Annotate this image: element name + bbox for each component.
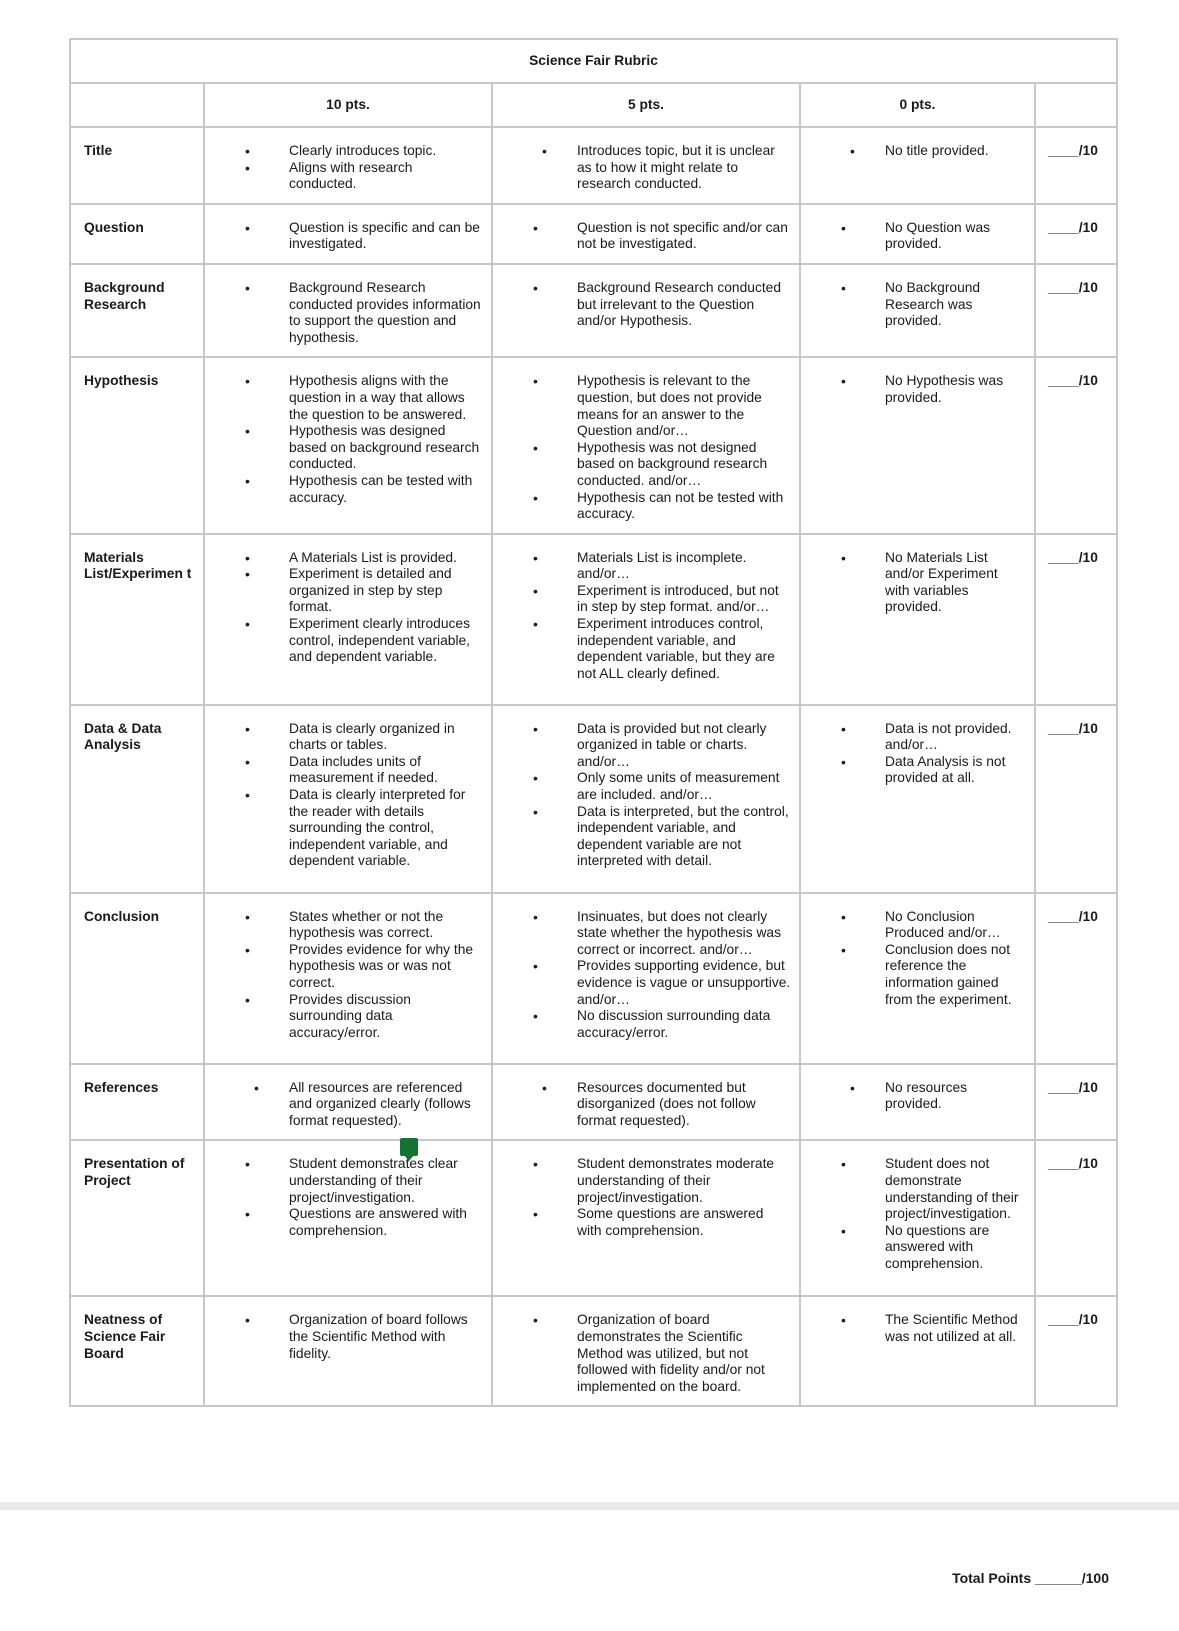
criterion-label: Question [70, 204, 204, 264]
criteria-ten-pts [204, 1296, 492, 1406]
score-blank[interactable]: ____/10 [1048, 1079, 1098, 1095]
list-item: • Experiment is detailed and organized in step by step format. [205, 566, 483, 616]
header-10-pts: 10 pts. [204, 83, 492, 127]
five-list [493, 721, 791, 870]
header-row [70, 83, 1117, 127]
list-item: • Organization of board follows the Scientific Method with fidelity. [205, 1312, 483, 1362]
list-item: • Experiment is introduced, but not in step by step format. and/or… [493, 583, 791, 616]
criteria-five-pts [492, 1296, 800, 1406]
list-item: • No questions are answered with comprehension. [801, 1223, 1026, 1273]
criteria-ten-pts [204, 204, 492, 264]
score-blank[interactable]: ____/10 [1048, 219, 1098, 235]
list-item: • Aligns with research conducted. [205, 160, 483, 193]
list-item: • Data is clearly organized in charts or tables. [205, 721, 483, 754]
list-item: • Clearly introduces topic. [205, 143, 483, 160]
rubric-table [69, 38, 1118, 1407]
list-item: • No Background Research was provided. [801, 280, 1026, 330]
ten-list [205, 220, 483, 253]
zero-list [801, 721, 1026, 787]
criteria-five-pts [492, 204, 800, 264]
criteria-five-pts [492, 127, 800, 204]
list-item: • Background Research conducted but irrelevant to the Question and/or Hypothesis. [493, 280, 791, 330]
criteria-ten-pts [204, 893, 492, 1064]
criteria-zero-pts [800, 204, 1035, 264]
ten-list [205, 721, 483, 870]
header-0-pts: 0 pts. [800, 83, 1035, 127]
criteria-five-pts [492, 534, 800, 705]
score-cell [1035, 357, 1117, 533]
header-5-pts: 5 pts. [492, 83, 800, 127]
ten-list [205, 909, 483, 1042]
list-item: • Questions are answered with comprehension. [205, 1206, 483, 1239]
table-row [70, 893, 1117, 1064]
table-row [70, 1296, 1117, 1406]
list-item: • The Scientific Method was not utilized at all. [801, 1312, 1026, 1345]
list-item: • Only some units of measurement are included. and/or… [493, 770, 791, 803]
score-blank[interactable]: ____/10 [1048, 1312, 1098, 1328]
rubric-title: Science Fair Rubric [70, 39, 1117, 83]
comment-icon[interactable] [400, 1138, 418, 1156]
list-item: • No discussion surrounding data accuracy/error. [493, 1008, 791, 1041]
ten-list [205, 1080, 483, 1130]
criteria-five-pts [492, 264, 800, 357]
criteria-ten-pts [204, 1064, 492, 1141]
table-row [70, 534, 1117, 705]
five-list [493, 909, 791, 1042]
score-blank[interactable]: ____/10 [1048, 373, 1098, 389]
table-row [70, 1064, 1117, 1141]
list-item: • Provides discussion surrounding data accuracy/error. [205, 992, 483, 1042]
score-blank[interactable]: ____/10 [1048, 279, 1098, 295]
list-item: • Student demonstrates moderate understanding of their project/investigation. [493, 1156, 791, 1206]
list-item: • Hypothesis was designed based on background research conducted. [205, 423, 483, 473]
table-row [70, 705, 1117, 893]
list-item: • No title provided. [801, 143, 1026, 160]
list-item: • Data is interpreted, but the control, independent variable, and dependent variable are not interpreted with detail. [493, 804, 791, 870]
criteria-zero-pts [800, 264, 1035, 357]
criterion-label: Data & Data Analysis [70, 705, 204, 893]
score-cell [1035, 534, 1117, 705]
list-item: • Background Research conducted provides information to support the question and hypothesis. [205, 280, 483, 346]
list-item: • No Conclusion Produced and/or… [801, 909, 1026, 942]
score-blank[interactable]: ____/10 [1048, 1156, 1098, 1172]
criteria-zero-pts [800, 534, 1035, 705]
zero-list [801, 550, 1026, 616]
header-score [1035, 83, 1117, 127]
list-item: • No Materials List and/or Experiment with variables provided. [801, 550, 1026, 616]
list-item: • Data includes units of measurement if needed. [205, 754, 483, 787]
list-item: • All resources are referenced and organized clearly (follows format requested). [205, 1080, 483, 1130]
list-item: • Student demonstrates clear understanding of their project/investigation. [205, 1156, 483, 1206]
criteria-ten-pts [204, 705, 492, 893]
score-cell [1035, 1064, 1117, 1141]
list-item: • Data is not provided. and/or… [801, 721, 1026, 754]
criterion-label: References [70, 1064, 204, 1141]
criterion-label: Conclusion [70, 893, 204, 1064]
criterion-label: Neatness of Science Fair Board [70, 1296, 204, 1406]
table-row [70, 357, 1117, 533]
list-item: • Conclusion does not reference the information gained from the experiment. [801, 942, 1026, 1008]
criteria-zero-pts [800, 705, 1035, 893]
list-item: • No resources provided. [801, 1080, 1026, 1113]
criteria-ten-pts [204, 357, 492, 533]
score-cell [1035, 893, 1117, 1064]
page-break [0, 1502, 1179, 1510]
list-item: • Organization of board demonstrates the Scientific Method was utilized, but not followed with fidelity and/or not implemented on the board. [493, 1312, 791, 1395]
list-item: • Question is not specific and/or can not be investigated. [493, 220, 791, 253]
ten-list [205, 373, 483, 506]
ten-list [205, 550, 483, 666]
list-item: • Materials List is incomplete. and/or… [493, 550, 791, 583]
zero-list [801, 373, 1026, 406]
list-item: • Resources documented but disorganized (does not follow format requested). [493, 1080, 791, 1130]
criterion-label: Title [70, 127, 204, 204]
score-cell [1035, 1140, 1117, 1296]
table-row [70, 264, 1117, 357]
list-item: • A Materials List is provided. [205, 550, 483, 567]
score-blank[interactable]: ____/10 [1048, 908, 1098, 924]
list-item: • Provides supporting evidence, but evidence is vague or unsupportive. and/or… [493, 958, 791, 1008]
criteria-five-pts [492, 1064, 800, 1141]
zero-list [801, 1312, 1026, 1345]
criteria-zero-pts [800, 1064, 1035, 1141]
list-item: • Provides evidence for why the hypothesis was or was not correct. [205, 942, 483, 992]
list-item: • Data is provided but not clearly organized in table or charts. and/or… [493, 721, 791, 771]
five-list [493, 220, 791, 253]
criteria-ten-pts [204, 534, 492, 705]
total-points: Total Points ______/100 [952, 1570, 1109, 1586]
criteria-ten-pts [204, 127, 492, 204]
list-item: • Some questions are answered with comprehension. [493, 1206, 791, 1239]
ten-list [205, 1312, 483, 1362]
criteria-ten-pts [204, 1140, 492, 1296]
five-list [493, 143, 791, 193]
criteria-zero-pts [800, 1296, 1035, 1406]
zero-list [801, 143, 1026, 160]
criteria-ten-pts [204, 264, 492, 357]
five-list [493, 280, 791, 330]
list-item: • Introduces topic, but it is unclear as to how it might relate to research conducted. [493, 143, 791, 193]
criterion-label: Presentation of Project [70, 1140, 204, 1296]
list-item: • States whether or not the hypothesis was correct. [205, 909, 483, 942]
zero-list [801, 280, 1026, 330]
criteria-zero-pts [800, 1140, 1035, 1296]
criteria-five-pts [492, 893, 800, 1064]
list-item: • Experiment clearly introduces control, independent variable, and dependent variable. [205, 616, 483, 666]
score-cell [1035, 1296, 1117, 1406]
list-item: • Question is specific and can be investigated. [205, 220, 483, 253]
criteria-zero-pts [800, 127, 1035, 204]
criterion-label: Hypothesis [70, 357, 204, 533]
criterion-label: Materials List/Experimen t [70, 534, 204, 705]
ten-list [205, 280, 483, 346]
score-blank[interactable]: ____/10 [1048, 720, 1098, 736]
zero-list [801, 220, 1026, 253]
score-cell [1035, 127, 1117, 204]
list-item: • Hypothesis can not be tested with accuracy. [493, 490, 791, 523]
criteria-five-pts [492, 705, 800, 893]
five-list [493, 1156, 791, 1239]
criteria-zero-pts [800, 357, 1035, 533]
list-item: • Insinuates, but does not clearly state whether the hypothesis was correct or incorrect. and/or… [493, 909, 791, 959]
score-cell [1035, 264, 1117, 357]
score-blank[interactable]: ____/10 [1048, 549, 1098, 565]
list-item: • Data is clearly interpreted for the reader with details surrounding the control, independent variable, and dependent variable. [205, 787, 483, 870]
header-criterion [70, 83, 204, 127]
list-item: • No Hypothesis was provided. [801, 373, 1026, 406]
score-blank[interactable]: ____/10 [1048, 143, 1098, 158]
five-list [493, 1080, 791, 1130]
list-item: • Data Analysis is not provided at all. [801, 754, 1026, 787]
table-row [70, 204, 1117, 264]
criterion-label: Background Research [70, 264, 204, 357]
zero-list [801, 909, 1026, 1009]
list-item: • Hypothesis aligns with the question in a way that allows the question to be answered. [205, 373, 483, 423]
title-row [70, 39, 1117, 83]
ten-list [205, 143, 483, 193]
criteria-five-pts [492, 1140, 800, 1296]
zero-list [801, 1080, 1026, 1113]
list-item: • Hypothesis is relevant to the question, but does not provide means for an answer to the Question and/or… [493, 373, 791, 439]
list-item: • Experiment introduces control, independent variable, and dependent variable, but they are not ALL clearly defined. [493, 616, 791, 682]
table-row [70, 127, 1117, 204]
five-list [493, 1312, 791, 1395]
list-item: • Student does not demonstrate understanding of their project/investigation. [801, 1156, 1026, 1222]
list-item: • Hypothesis can be tested with accuracy. [205, 473, 483, 506]
score-cell [1035, 204, 1117, 264]
ten-list [205, 1156, 483, 1239]
list-item: • Hypothesis was not designed based on background research conducted. and/or… [493, 440, 791, 490]
five-list [493, 373, 791, 522]
list-item: • No Question was provided. [801, 220, 1026, 253]
five-list [493, 550, 791, 683]
zero-list [801, 1156, 1026, 1272]
criteria-five-pts [492, 357, 800, 533]
score-cell [1035, 705, 1117, 893]
criteria-zero-pts [800, 893, 1035, 1064]
table-row [70, 1140, 1117, 1296]
